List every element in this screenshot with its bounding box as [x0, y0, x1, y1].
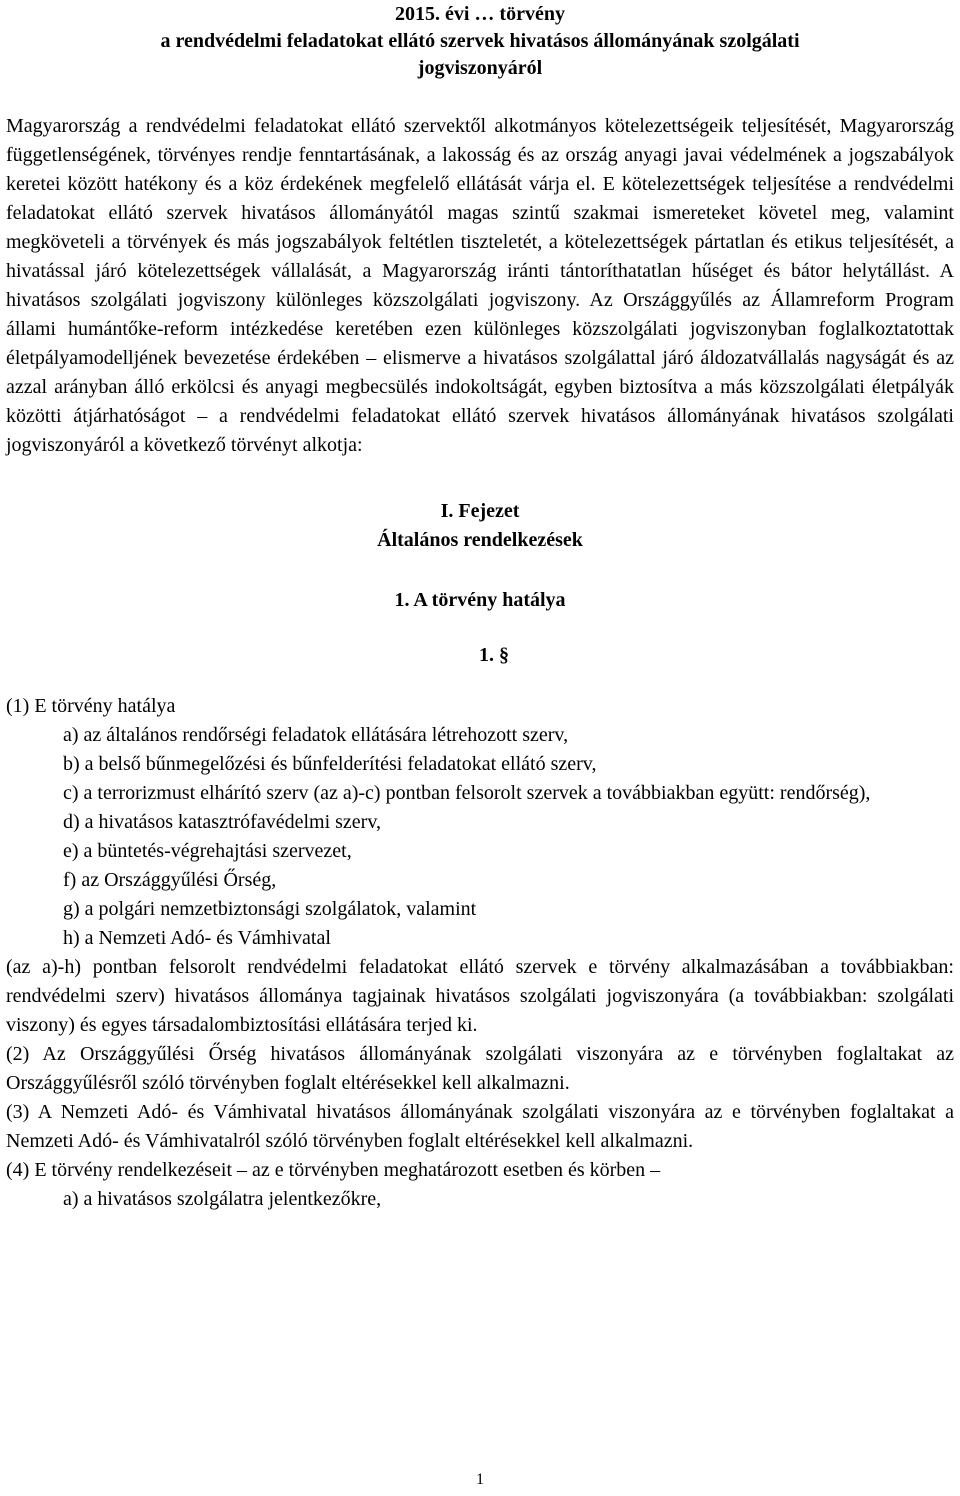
title-line-1: 2015. évi … törvény: [395, 3, 565, 25]
paragraph-1-intro: (1) E törvény hatálya: [6, 695, 176, 717]
paragraph-2: (2) Az Országgyűlési Őrség hivatásos állományának szolgálati viszonyára az e törvényben foglaltakat az Országgyűlésről szóló törvényben foglalt eltérésekkel kell alkalmazni.: [6, 1043, 954, 1094]
paragraph-3: (3) A Nemzeti Adó- és Vámhivatal hivatásos állományának szolgálati viszonyára az e törvényben foglaltakat a Nemzeti Adó- és Vámhivatalról szóló törvényben foglalt eltérésekkel kell alkalmazni.: [6, 1101, 954, 1152]
list-item: b) a belső bűnmegelőzési és bűnfelderítési feladatokat ellátó szerv,: [63, 753, 597, 775]
paragraph-4-intro: (4) E törvény rendelkezéseit – az e törvényben meghatározott esetben és körben –: [6, 1159, 661, 1181]
document-page: [6, 0, 954, 1214]
list-item: a) az általános rendőrségi feladatok ellátására létrehozott szerv,: [63, 724, 569, 746]
chapter-title: Általános rendelkezések: [377, 529, 583, 551]
section-title: 1. A törvény hatálya: [394, 589, 566, 611]
page-number: 1: [476, 1471, 484, 1488]
paragraph-1-list: [6, 721, 954, 953]
law-body: [6, 692, 954, 1214]
title-line-2: a rendvédelmi feladatokat ellátó szervek hivatásos állományának szolgálati: [160, 30, 800, 52]
chapter-number: I. Fejezet: [440, 500, 520, 522]
list-item: f) az Országgyűlési Őrség,: [63, 869, 277, 891]
list-item: h) a Nemzeti Adó- és Vámhivatal: [63, 927, 331, 949]
list-item: e) a büntetés-végrehajtási szervezet,: [63, 840, 352, 862]
title-line-3: jogviszonyáról: [417, 57, 543, 79]
chapter-heading: [6, 497, 954, 555]
list-item: a) a hivatásos szolgálatra jelentkezőkre,: [63, 1188, 382, 1210]
list-item: g) a polgári nemzetbiztonsági szolgálatok, valamint: [63, 898, 477, 920]
preamble: Magyarország a rendvédelmi feladatokat ellátó szervektől alkotmányos kötelezettségeik teljesítését, Magyarország függetlenségének, törvényes rendje fenntartásának, a lakosság és az ország anyagi javai védelmének a jogszabályok keretei között hatékony és a köz érdekének megfelelő ellátását várja el. E kötelezettségek teljesítése a rendvédelmi feladatokat ellátó szervek hivatásos állományától magas szintű szakmai ismereteket követel meg, valamint megköveteli a törvények és más jogszabályok feltétlen tiszteletét, a kötelezettségek pártatlan és etikus teljesítését, a hivatással járó kötelezettségek vállalását, a Magyarország iránti tántoríthatatlan hűséget és bátor helytállást. A hivatásos szolgálati jogviszony különleges közszolgálati jogviszony. Az Országgyűlés az Államreform Program állami humántőke-reform intézkedése keretében ezen különleges közszolgálati jogviszonyban foglalkoztatottak életpályamodelljének bevezetése érdekében – elismerve a hivatásos szolgálattal járó áldozatvállalás nagyságát és az azzal arányban álló erkölcsi és anyagi megbecsülés indokoltságát, egyben biztosítva a más közszolgálati életpályák közötti átjárhatóságot – a rendvédelmi feladatokat ellátó szervek hivatásos állományának hivatásos szolgálati jogviszonyáról a következő törvényt alkotja:: [6, 115, 954, 456]
paragraph-4-list: [6, 1185, 954, 1214]
paragraph-1-closing: (az a)-h) pontban felsorolt rendvédelmi feladatokat ellátó szervek e törvény alkalmazásában a továbbiakban: rendvédelmi szerv) hivatásos állománya tagjainak hivatásos szolgálati jogviszonyára (a továbbiakban: szolgálati viszony) és egyes társadalombiztosítási ellátására terjed ki.: [6, 956, 954, 1036]
list-item: c) a terrorizmust elhárító szerv (az a)-c) pontban felsorolt szervek a továbbiakban együtt: rendőrség),: [63, 782, 871, 804]
document-title: [6, 1, 954, 82]
list-item: d) a hivatásos katasztrófavédelmi szerv,: [63, 811, 382, 833]
paragraph-number: 1. §: [479, 644, 509, 666]
